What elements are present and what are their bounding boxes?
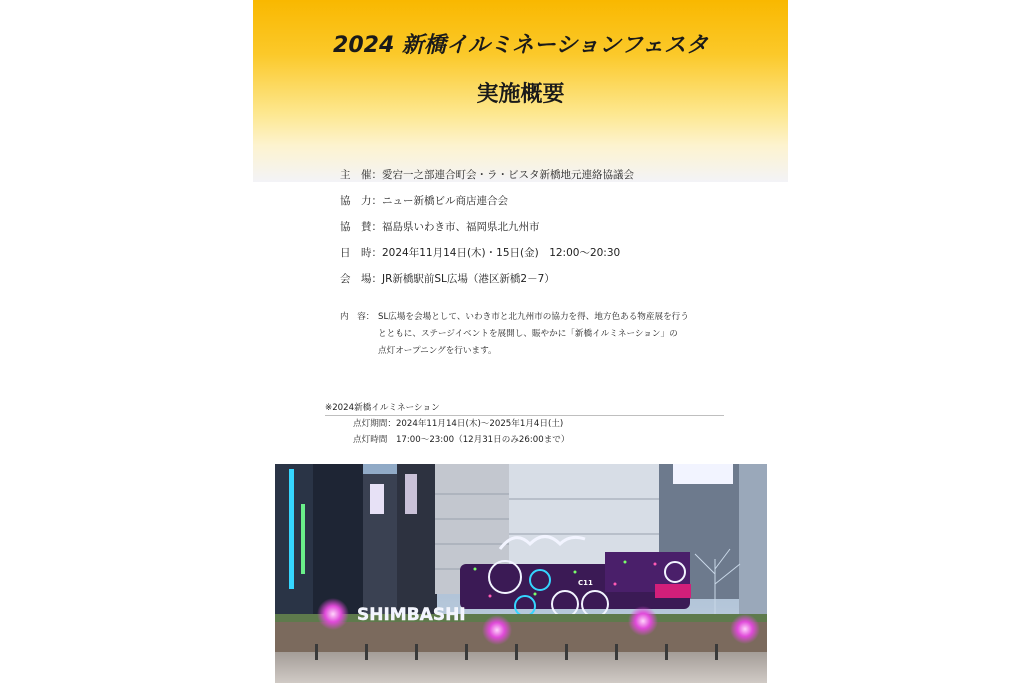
detail-label: 協 賛： (340, 221, 382, 233)
photo-building (313, 464, 363, 614)
photo-ground (275, 652, 767, 683)
note-period: 点灯期間：2024年11月14日(木)〜2025年1月4日(土) (353, 419, 564, 429)
detail-value: 愛宕一之部連合町会・ラ・ビスタ新橋地元連絡協議会 (382, 169, 634, 181)
flyer-page (253, 0, 788, 683)
detail-value: 福島県いわき市、福岡県北九州市 (382, 221, 540, 233)
title-banner (253, 0, 788, 182)
detail-organizer (340, 167, 634, 182)
detail-value: JR新橋駅前SL広場（港区新橋2－7） (382, 273, 555, 285)
photo-sign: SHIMBASHI (357, 605, 466, 625)
detail-label: 協 力： (340, 195, 382, 207)
detail-cooperation (340, 193, 508, 208)
detail-value: 2024年11月14日(木)・15日(金) 12:00〜20:30 (382, 247, 621, 259)
detail-venue (340, 271, 555, 286)
detail-label: 主 催： (340, 169, 382, 181)
photo-neon (370, 484, 384, 514)
photo-blossom (482, 615, 512, 645)
event-title: 2024 新橋イルミネーションフェスタ (333, 33, 708, 58)
photo-blossom (628, 606, 658, 636)
illumination-photo (275, 464, 767, 683)
detail-label: 日 時： (340, 247, 382, 259)
note-hours: 点灯時間 17:00〜23:00（12月31日のみ26:00まで） (353, 435, 570, 445)
event-subtitle: 実施概要 (476, 82, 565, 107)
detail-value: ニュー新橋ビル商店連合会 (382, 195, 508, 207)
engine-plate: C11 (578, 579, 593, 587)
illumination-note (325, 401, 724, 448)
photo-neon (289, 469, 294, 589)
detail-datetime (340, 245, 620, 260)
detail-sponsor (340, 219, 540, 234)
detail-label: 会 場： (340, 273, 382, 285)
note-heading: ※2024新橋イルミネーション (325, 401, 724, 416)
photo-neon (301, 504, 305, 574)
photo-blossom (730, 614, 760, 644)
photo-neon (405, 474, 417, 514)
content-line: 点灯オープニングを行います。 (378, 346, 497, 356)
content-line: SL広場を会場として、いわき市と北九州市の協力を得、地方色ある物産展を行う (378, 312, 689, 322)
photo-neon (673, 464, 733, 484)
content-line: とともに、ステージイベントを展開し、賑やかに「新橋イルミネーション」の (378, 329, 678, 339)
content-label: 内 容： (340, 312, 375, 322)
photo-blossom (317, 598, 349, 630)
photo-building (739, 464, 767, 614)
